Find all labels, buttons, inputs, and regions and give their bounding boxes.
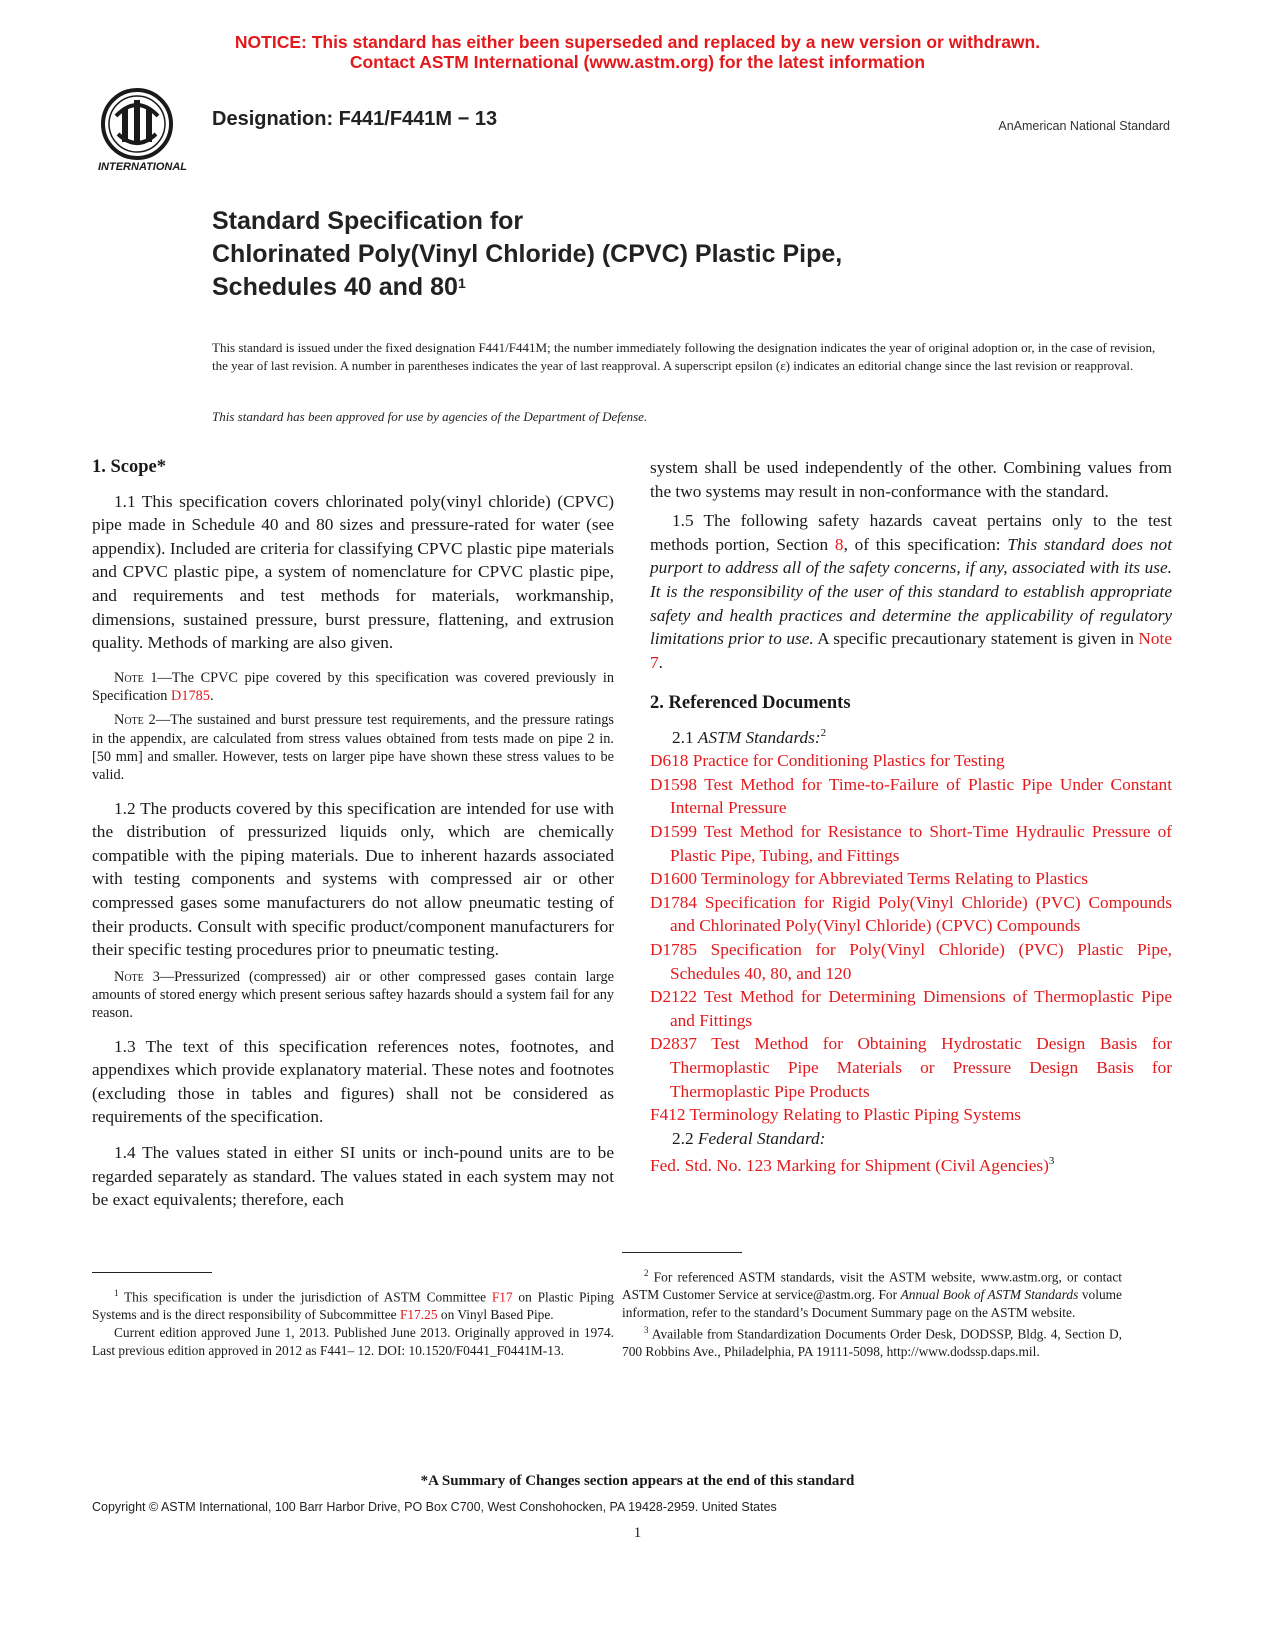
issuance-statement: This standard is issued under the fixed designation F441/F441M; the number immediately following the designation indicates the year of original adoption or, in the case of revision, the year of last revision. A number in parentheses indicates the year of last reapproval. A superscript epsilon (ε) indicates an editorial change since the last revision or reapproval. xyxy=(212,340,1156,373)
link-committee-f17[interactable]: F17 xyxy=(491,1289,513,1305)
astm-standards-text: ASTM Standards: xyxy=(697,727,821,747)
reference-title[interactable]: Test Method for Determining Dimensions of Thermoplastic Pipe and Fittings xyxy=(670,987,1172,1030)
note-1-text: —The CPVC pipe covered by this specification was covered previously in Specification xyxy=(92,669,614,705)
footnote-1 xyxy=(92,1285,614,1324)
footnote-3 xyxy=(622,1322,1122,1361)
logo-text: INTERNATIONAL xyxy=(98,161,188,173)
astm-logo-icon xyxy=(92,86,202,174)
link-subcommittee-f17-25[interactable]: F17.25 xyxy=(399,1307,438,1323)
federal-reference[interactable] xyxy=(650,1150,1172,1177)
safety-caveat: This standard does not purport to address all of the safety concerns, if any, associated with its use. It is the responsibility of the user of this standard to establish appropriate safety and health practices and determine the applicability of regulatory limitations prior to use. xyxy=(650,534,1172,649)
reference-item-d2837[interactable] xyxy=(650,1032,1172,1103)
footnotes-left xyxy=(92,1272,614,1360)
footnote-ref-2[interactable]: 2 xyxy=(820,726,827,739)
footnote-1-marker: 1 xyxy=(114,1288,119,1298)
reference-title[interactable]: Test Method for Obtaining Hydrostatic Design Basis for Thermoplastic Pipe Materials or Pressure Design Basis for Thermoplastic Pipe Products xyxy=(670,1034,1172,1101)
note-1-label: Note 1 xyxy=(114,669,158,686)
astm-standards-label xyxy=(650,722,1172,749)
right-column xyxy=(650,456,1172,1178)
reference-code[interactable]: D1599 xyxy=(650,822,698,842)
reference-code[interactable]: D1600 xyxy=(650,869,698,889)
reference-code[interactable]: D618 xyxy=(650,751,689,771)
reference-item-d1599[interactable] xyxy=(650,820,1172,867)
reference-code[interactable]: D1784 xyxy=(650,892,698,912)
title-line-3-text: Schedules 40 and 80 xyxy=(212,273,458,301)
paragraph-1-4-continued: system shall be used independently of the other. Combining values from the two systems may result in non-conformance with the standard. xyxy=(650,458,1172,501)
footnotes-right xyxy=(622,1252,1122,1361)
american-national-standard-label: AnAmerican National Standard xyxy=(998,119,1170,133)
federal-standard-label xyxy=(650,1127,1172,1151)
left-column xyxy=(92,456,614,1212)
note-2 xyxy=(92,711,614,784)
copyright: Copyright © ASTM International, 100 Barr Harbor Drive, PO Box C700, West Conshohocken, PA 19428-2959. United States xyxy=(92,1500,777,1514)
page-number: 1 xyxy=(633,1525,642,1541)
p1-5-text-d: . xyxy=(658,652,663,672)
title-line-2: Chlorinated Poly(Vinyl Chloride) (CPVC) Plastic Pipe, xyxy=(212,240,843,268)
reference-code[interactable]: D1785 xyxy=(650,940,698,960)
reference-item-d618[interactable] xyxy=(650,749,1172,773)
note-1 xyxy=(92,669,614,706)
summary-of-changes-note: *A Summary of Changes section appears at the end of this standard xyxy=(420,1473,855,1489)
paragraph-1-2: 1.2 The products covered by this specification are intended for use with the distribution of pressurized liquids only, which are chemically compatible with the piping materials. Due to inherent hazards associated with testing components and systems with compressed air or other compressed gases some manufacturers do not allow pneumatic testing of their products. Consult with specific product/component manufacturers for their specific testing procedures prior to pneumatic testing. xyxy=(92,798,614,960)
footnote-ref-3[interactable]: 3 xyxy=(1048,1155,1055,1168)
footnote-2-text-a: For referenced ASTM standards, visit the ASTM website, www.astm.org, or contact ASTM Customer Service at service@astm.org. For xyxy=(622,1269,1122,1303)
footnote-1-text-c: on Vinyl Based Pipe. xyxy=(437,1307,554,1323)
designation: Designation: F441/F441M − 13 xyxy=(212,108,498,130)
p1-5-text-b: , of this specification: xyxy=(843,534,1008,554)
section-heading-referenced-documents: 2. Referenced Documents xyxy=(650,693,851,714)
federal-standard-text: Federal Standard: xyxy=(697,1128,826,1148)
reference-title[interactable]: Terminology for Abbreviated Terms Relating to Plastics xyxy=(697,869,1089,889)
note-2-text: —The sustained and burst pressure test requirements, and the pressure ratings in the appendix, are calculated from stress values obtained from tests made on pipe 2 in. [50 mm] and smaller. However, tests on larger pipe have shown these stress values to be valid. xyxy=(92,712,614,784)
section-heading-scope: 1. Scope* xyxy=(92,457,166,477)
title-line-1: Standard Specification for xyxy=(212,207,524,235)
note-3-label: Note 3 xyxy=(114,968,160,985)
reference-item-d1600[interactable] xyxy=(650,867,1172,891)
footnote-3-marker: 3 xyxy=(644,1324,649,1335)
document-title xyxy=(212,205,842,304)
footnote-2-italic: Annual Book of ASTM Standards xyxy=(900,1287,1079,1303)
link-note-7[interactable]: Note 7 xyxy=(650,629,1172,672)
footnote-1-text-b: on Plastic Piping Systems and is the direct responsibility of Subcommittee xyxy=(92,1289,614,1323)
notice-line-1: NOTICE: This standard has either been superseded and replaced by a new version or withdrawn. xyxy=(234,32,1041,52)
link-d1785[interactable]: D1785 xyxy=(171,688,210,705)
note-1-end: . xyxy=(209,688,214,705)
footnote-2-text-b: volume information, refer to the standard’s Document Summary page on the ASTM website. xyxy=(622,1287,1123,1321)
reference-item-d1598[interactable] xyxy=(650,773,1172,820)
footnote-3-text: Available from Standardization Documents Order Desk, DODSSP, Bldg. 4, Section D, 700 Robbins Ave., Philadelphia, PA 19111-5098, http://www.dodssp.daps.mil. xyxy=(622,1326,1122,1360)
reference-item-d1784[interactable] xyxy=(650,891,1172,938)
dod-approval-statement: This standard has been approved for use by agencies of the Department of Defense. xyxy=(212,409,648,424)
reference-title[interactable]: Specification for Poly(Vinyl Chloride) (PVC) Plastic Pipe, Schedules 40, 80, and 120 xyxy=(670,940,1172,983)
p1-5-text-c: A specific precautionary statement is given in xyxy=(813,629,1139,649)
note-3 xyxy=(92,968,614,1023)
reference-list xyxy=(650,749,1172,1127)
reference-title[interactable]: Terminology Relating to Plastic Piping Systems xyxy=(685,1105,1022,1125)
reference-title[interactable]: Test Method for Resistance to Short-Time Hydraulic Pressure of Plastic Pipe, Tubing, and Fittings xyxy=(670,822,1172,865)
federal-reference-text[interactable]: Fed. Std. No. 123 Marking for Shipment (Civil Agencies) xyxy=(650,1156,1049,1176)
paragraph-1-4: 1.4 The values stated in either SI units or inch-pound units are to be regarded separately as standard. The values stated in each system may not be exact equivalents; therefore, each xyxy=(92,1142,614,1210)
reference-code[interactable]: D2122 xyxy=(650,987,698,1007)
reference-item-d2122[interactable] xyxy=(650,985,1172,1032)
title-footnote-ref[interactable]: 1 xyxy=(457,275,466,291)
link-section-8[interactable]: 8 xyxy=(834,534,844,554)
reference-title[interactable]: Test Method for Time-to-Failure of Plastic Pipe Under Constant Internal Pressure xyxy=(670,774,1172,818)
paragraph-1-3: 1.3 The text of this specification references notes, footnotes, and appendixes which provide explanatory material. These notes and footnotes (excluding those in tables and figures) shall not be considered as requirements of the specification. xyxy=(92,1036,614,1127)
notice-line-2: Contact ASTM International (www.astm.org) for the latest information xyxy=(349,52,926,72)
footnote-2-marker: 2 xyxy=(644,1268,649,1278)
paragraph-1-5 xyxy=(650,509,1172,674)
paragraph-1-1: 1.1 This specification covers chlorinated poly(vinyl chloride) (CPVC) pipe made in Schedule 40 and 80 sizes and pressure-rated for water (see appendix). Included are criteria for classifying CPVC plastic pipe materials and CPVC plastic pipe, a system of nomenclature for CPVC plastic pipe, and requirements and test methods for materials, workmanship, dimensions, sustained pressure, burst pressure, flattening, and extrusion quality. Methods of marking are also given. xyxy=(92,491,614,653)
footnote-2 xyxy=(622,1265,1122,1322)
astm-logo xyxy=(92,86,202,174)
footnote-1-edition: Current edition approved June 1, 2013. Published June 2013. Originally approved in 1974. Last previous edition approved in 2012 as F441– 12. DOI: 10.1520/F0441_F0441M-13. xyxy=(92,1325,614,1358)
footnote-1-text-a: This specification is under the jurisdiction of ASTM Committee xyxy=(118,1289,492,1305)
withdrawal-notice xyxy=(0,32,1275,72)
federal-standard-num: 2.2 xyxy=(672,1128,698,1148)
astm-standards-num: 2.1 xyxy=(672,727,698,747)
title-line-3 xyxy=(212,271,842,304)
reference-item-d1785[interactable] xyxy=(650,938,1172,985)
reference-item-f412[interactable] xyxy=(650,1103,1172,1127)
note-2-label: Note 2 xyxy=(114,712,156,729)
reference-code[interactable]: D1598 xyxy=(650,774,698,794)
reference-title[interactable]: Practice for Conditioning Plastics for Testing xyxy=(688,751,1005,771)
reference-title[interactable]: Specification for Rigid Poly(Vinyl Chloride) (PVC) Compounds and Chlorinated Poly(Vinyl Chloride) (CPVC) Compounds xyxy=(670,892,1172,936)
reference-code[interactable]: D2837 xyxy=(650,1034,698,1054)
reference-code[interactable]: F412 xyxy=(650,1105,686,1125)
note-3-text: —Pressurized (compressed) air or other compressed gases contain large amounts of stored energy which present serious saftey hazards should a system fail for any reason. xyxy=(92,968,614,1022)
p1-5-text-a: 1.5 The following safety hazards caveat pertains only to the test methods portion, Section xyxy=(650,511,1172,554)
